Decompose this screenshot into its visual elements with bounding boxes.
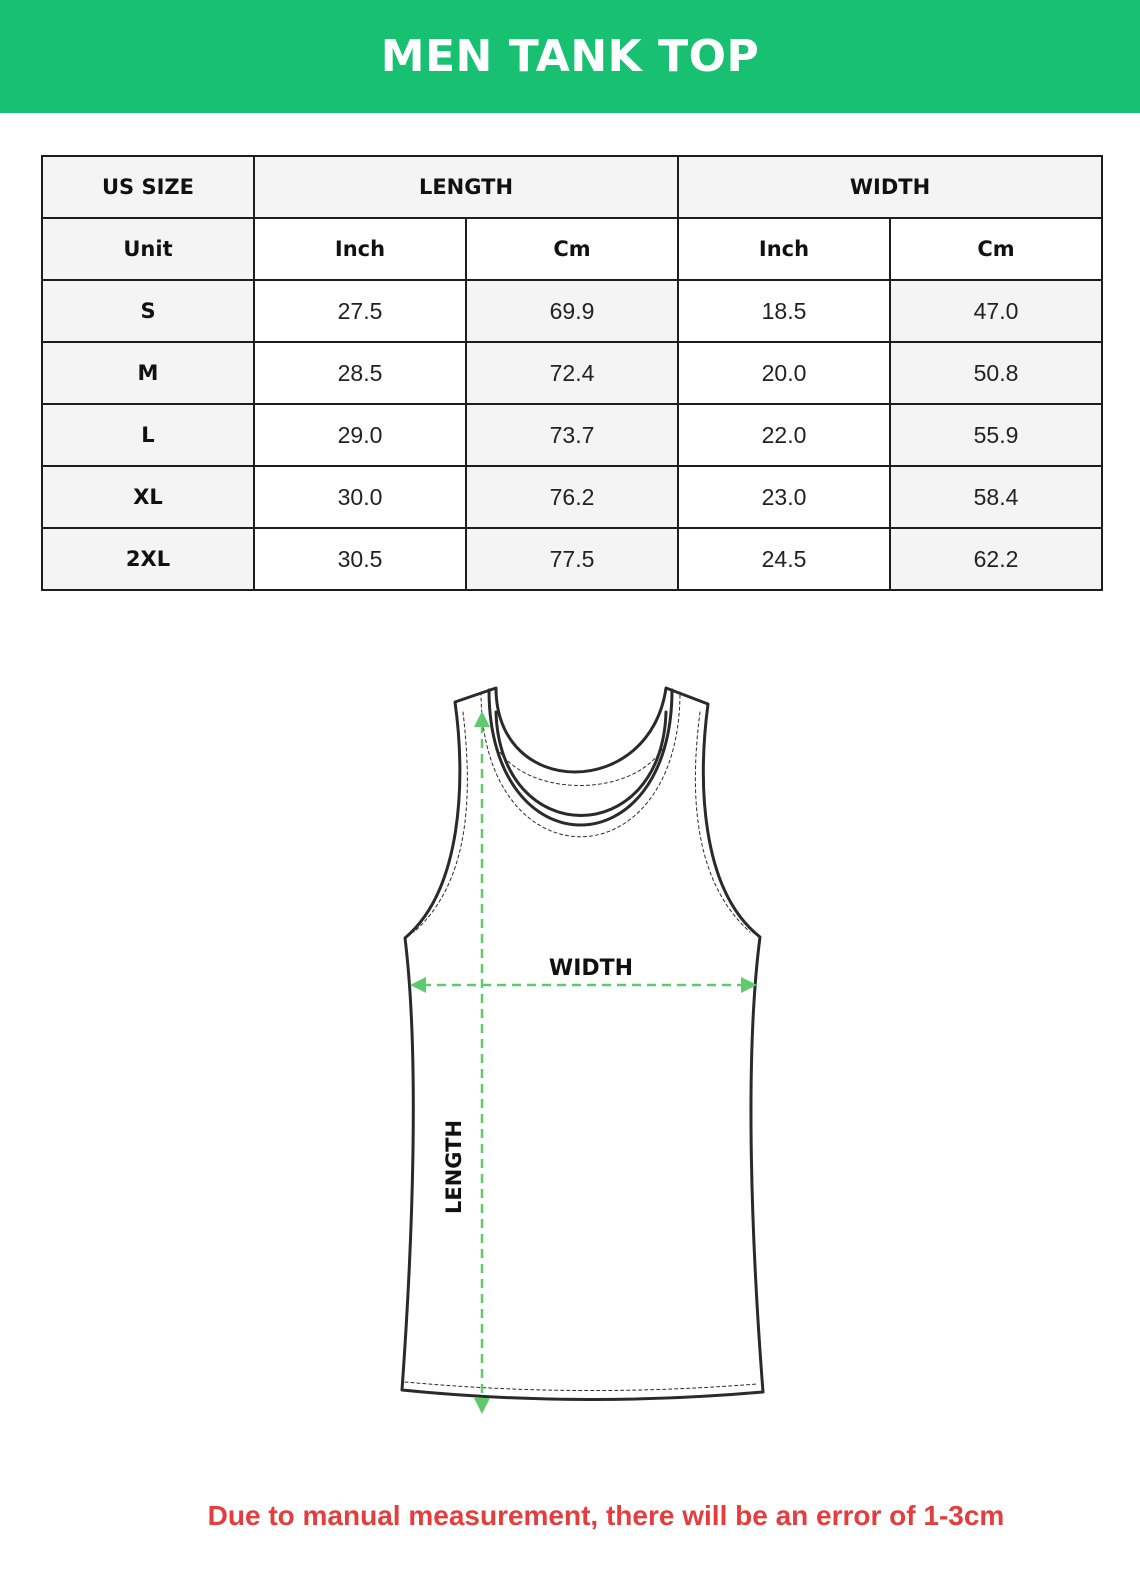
table-cell: 24.5 (678, 528, 890, 590)
table-cell: 69.9 (466, 280, 678, 342)
size-label: S (42, 280, 254, 342)
unit-label: Unit (42, 218, 254, 280)
tank-top-icon (402, 688, 763, 1400)
size-label: M (42, 342, 254, 404)
table-cell: 29.0 (254, 404, 466, 466)
table-cell: 62.2 (890, 528, 1102, 590)
size-label: XL (42, 466, 254, 528)
measurement-note: Due to manual measurement, there will be an error of 1-3cm (207, 1500, 1005, 1531)
size-label: L (42, 404, 254, 466)
table-cell: 47.0 (890, 280, 1102, 342)
unit-cell: Inch (254, 218, 466, 280)
table-cell: 30.0 (254, 466, 466, 528)
us-size-header: US SIZE (42, 156, 254, 218)
table-cell: 18.5 (678, 280, 890, 342)
length-label: LENGTH (442, 1119, 466, 1215)
table-cell: 77.5 (466, 528, 678, 590)
table-cell: 20.0 (678, 342, 890, 404)
table-cell: 73.7 (466, 404, 678, 466)
table-cell: 72.4 (466, 342, 678, 404)
width-header: WIDTH (678, 156, 1102, 218)
table-cell: 55.9 (890, 404, 1102, 466)
width-label: WIDTH (548, 956, 634, 981)
table-cell: 22.0 (678, 404, 890, 466)
size-label: 2XL (42, 528, 254, 590)
unit-cell: Cm (466, 218, 678, 280)
unit-cell: Cm (890, 218, 1102, 280)
table-cell: 30.5 (254, 528, 466, 590)
length-header: LENGTH (254, 156, 678, 218)
table-cell: 23.0 (678, 466, 890, 528)
table-cell: 58.4 (890, 466, 1102, 528)
page-title: MEN TANK TOP (380, 31, 760, 82)
table-cell: 76.2 (466, 466, 678, 528)
table-cell: 27.5 (254, 280, 466, 342)
unit-cell: Inch (678, 218, 890, 280)
table-cell: 50.8 (890, 342, 1102, 404)
table-cell: 28.5 (254, 342, 466, 404)
